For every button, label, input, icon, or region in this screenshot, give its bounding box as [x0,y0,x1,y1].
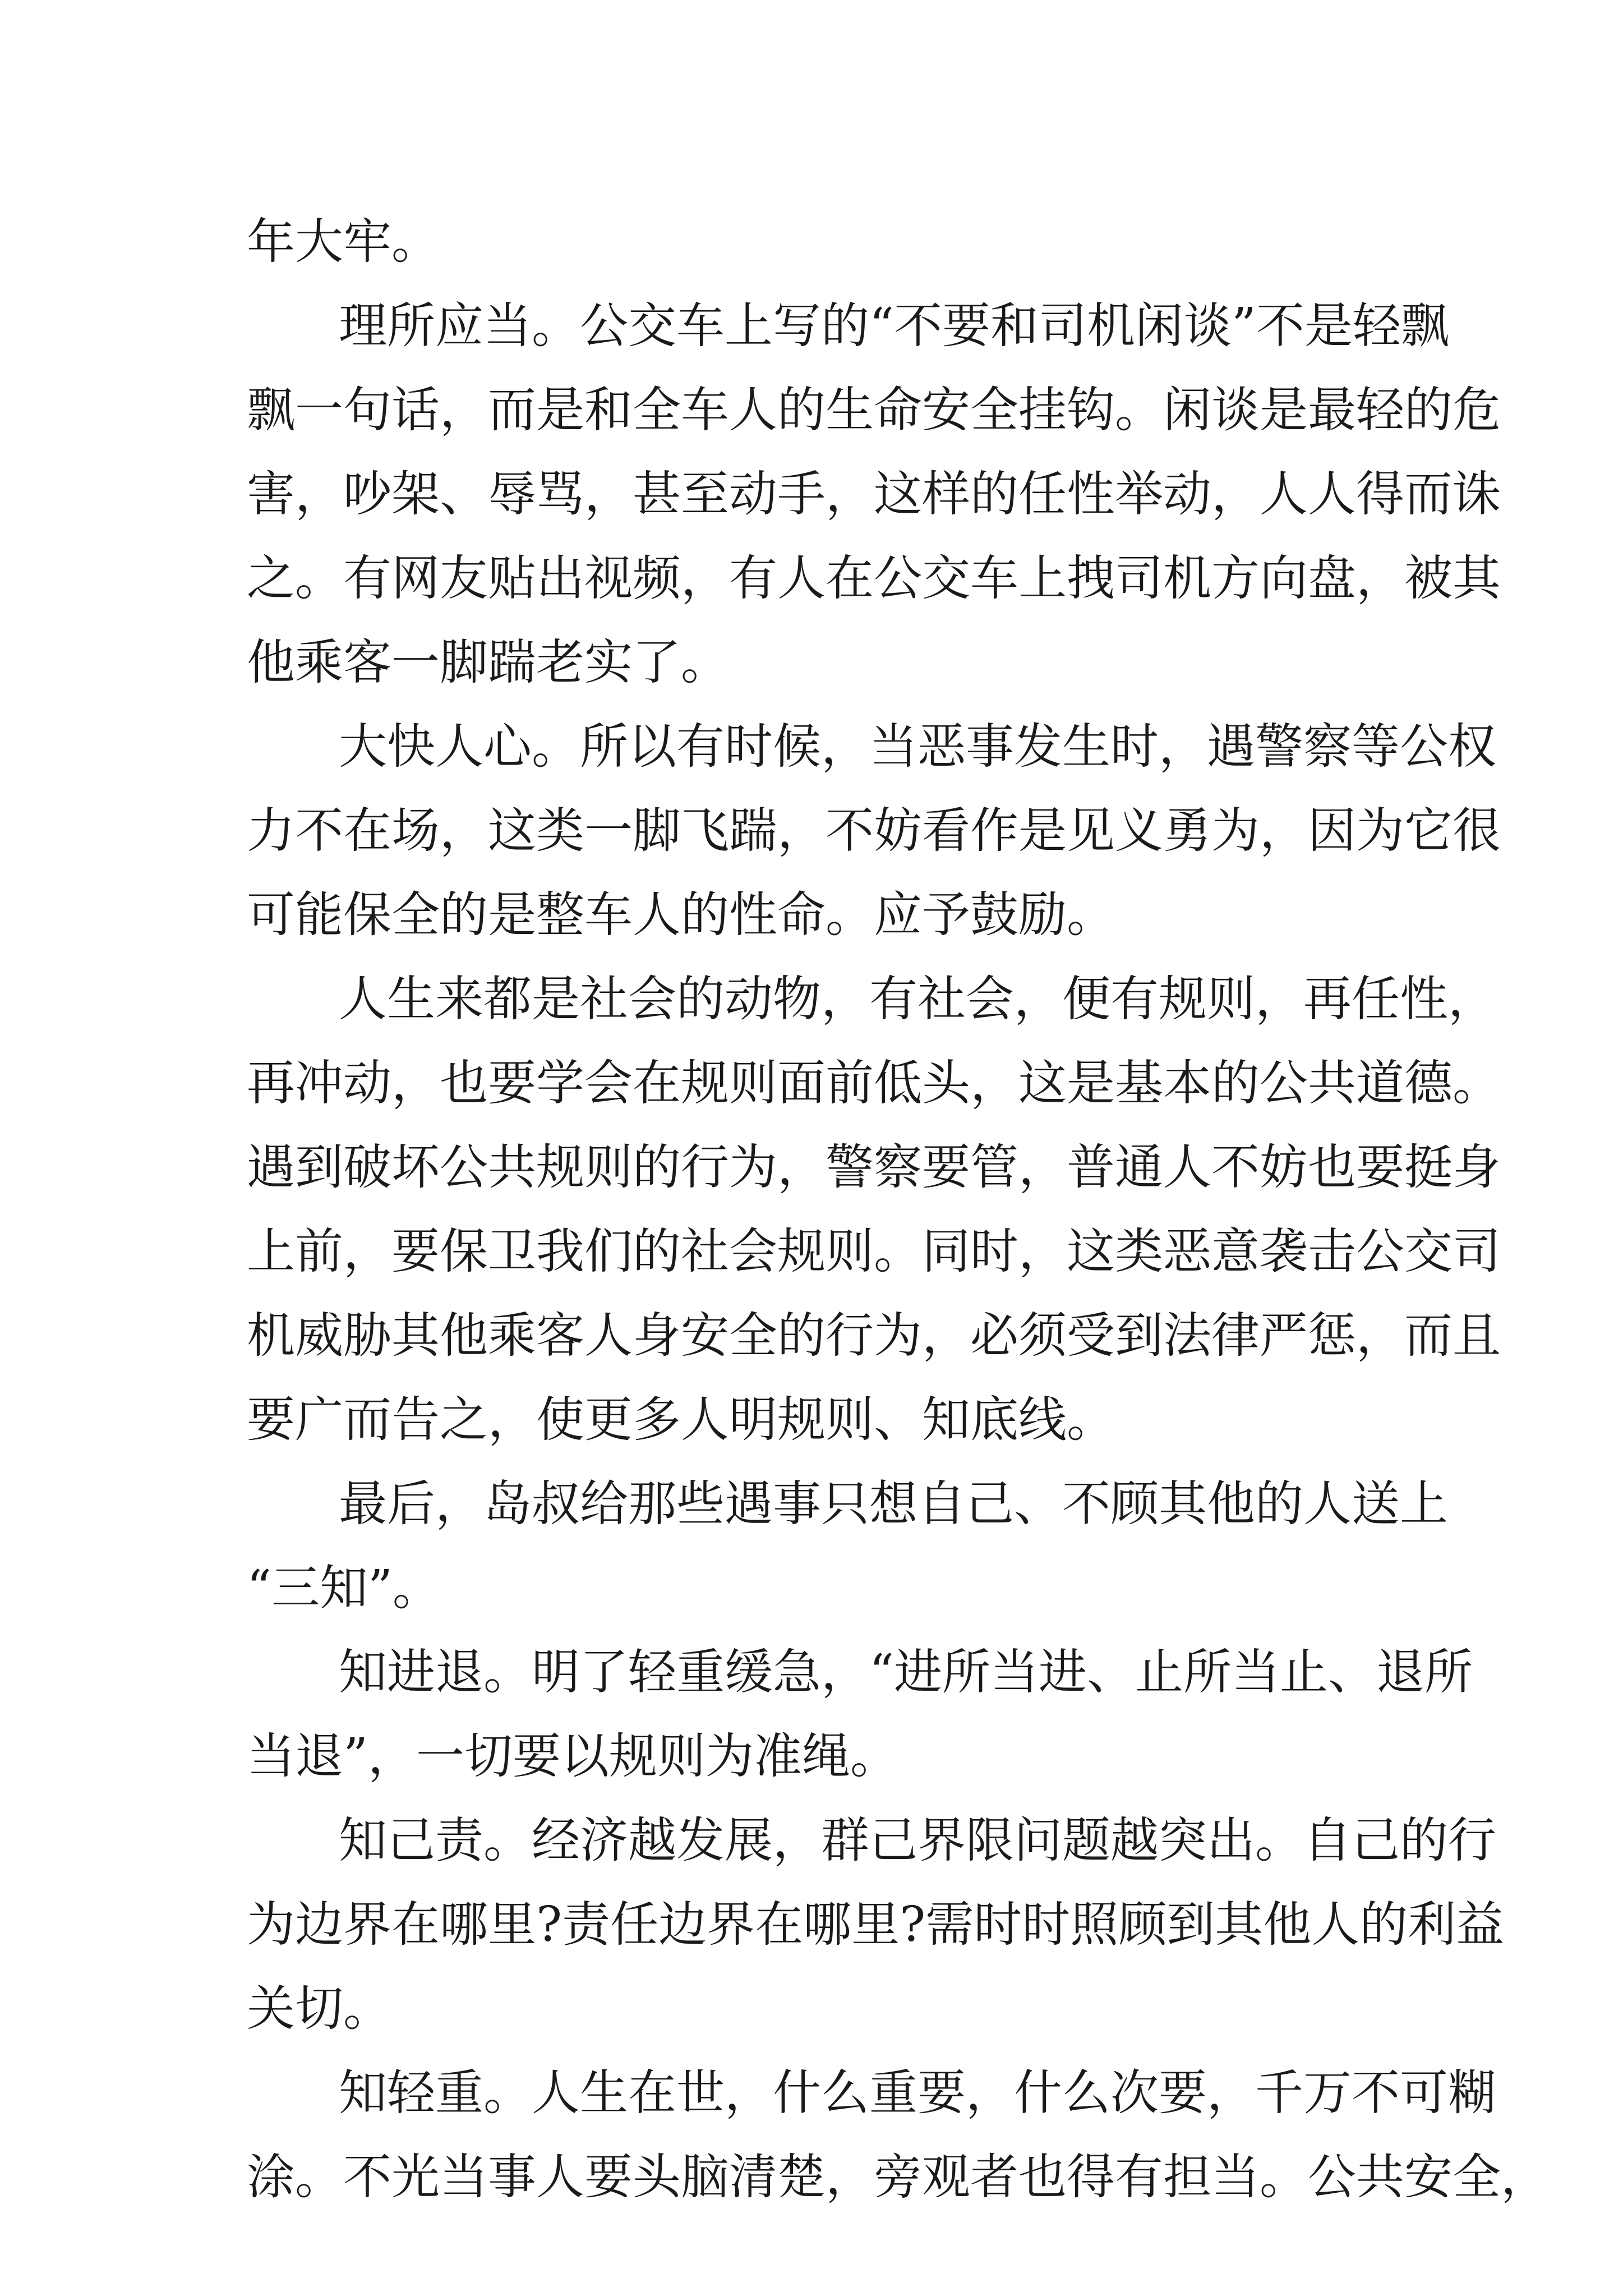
text-line: 遇到破坏公共规则的行为，警察要管，普通人不妨也要挺身 [247,1139,1501,1195]
text-line: 力不在场，这类一脚飞踹，不妨看作是见义勇为，因为它很 [247,803,1501,859]
text-line: 关切。 [247,1981,391,2037]
text-line: 人生来都是社会的动物，有社会，便有规则，再任性， [339,971,1496,1027]
text-line: 上前，要保卫我们的社会规则。同时，这类恶意袭击公交司 [247,1223,1501,1280]
document-body [247,200,1549,2219]
text-line: 最后，岛叔给那些遇事只想自己、不顾其他的人送上 [339,1476,1448,1532]
text-line: 涂。不光当事人要头脑清楚，旁观者也得有担当。公共安全， [247,2149,1549,2205]
text-line: 害，吵架、辱骂，甚至动手，这样的任性举动，人人得而诛 [247,466,1501,522]
text-line: 飘一句话，而是和全车人的生命安全挂钩。闲谈是最轻的危 [247,382,1501,438]
text-line: 可能保全的是整车人的性命。应予鼓励。 [247,887,1115,943]
text-line: “三知”。 [247,1560,441,1616]
text-line: 年大牢。 [247,214,440,270]
text-line: 他乘客一脚踹老实了。 [247,634,729,691]
text-line: 大快人心。所以有时候，当恶事发生时，遇警察等公权 [339,719,1496,775]
text-line: 再冲动，也要学会在规则面前低头，这是基本的公共道德。 [247,1055,1501,1111]
text-line: 要广而告之，使更多人明规则、知底线。 [247,1392,1115,1448]
text-line: 理所应当。公交车上写的“不要和司机闲谈”不是轻飘 [339,298,1449,354]
text-line: 知己责。经济越发展，群己界限问题越突出。自己的行 [339,1812,1496,1869]
text-line: 当退”，一切要以规则为准绳。 [247,1728,898,1784]
text-line: 知轻重。人生在世，什么重要，什么次要，千万不可糊 [339,2065,1496,2121]
text-line: 为边界在哪里?责任边界在哪里?需时时照顾到其他人的利益 [247,1897,1505,1953]
text-line: 机威胁其他乘客人身安全的行为，必须受到法律严惩，而且 [247,1308,1501,1364]
text-line: 之。有网友贴出视频，有人在公交车上拽司机方向盘，被其 [247,550,1501,606]
text-line: 知进退。明了轻重缓急，“进所当进、止所当止、退所 [339,1644,1473,1700]
